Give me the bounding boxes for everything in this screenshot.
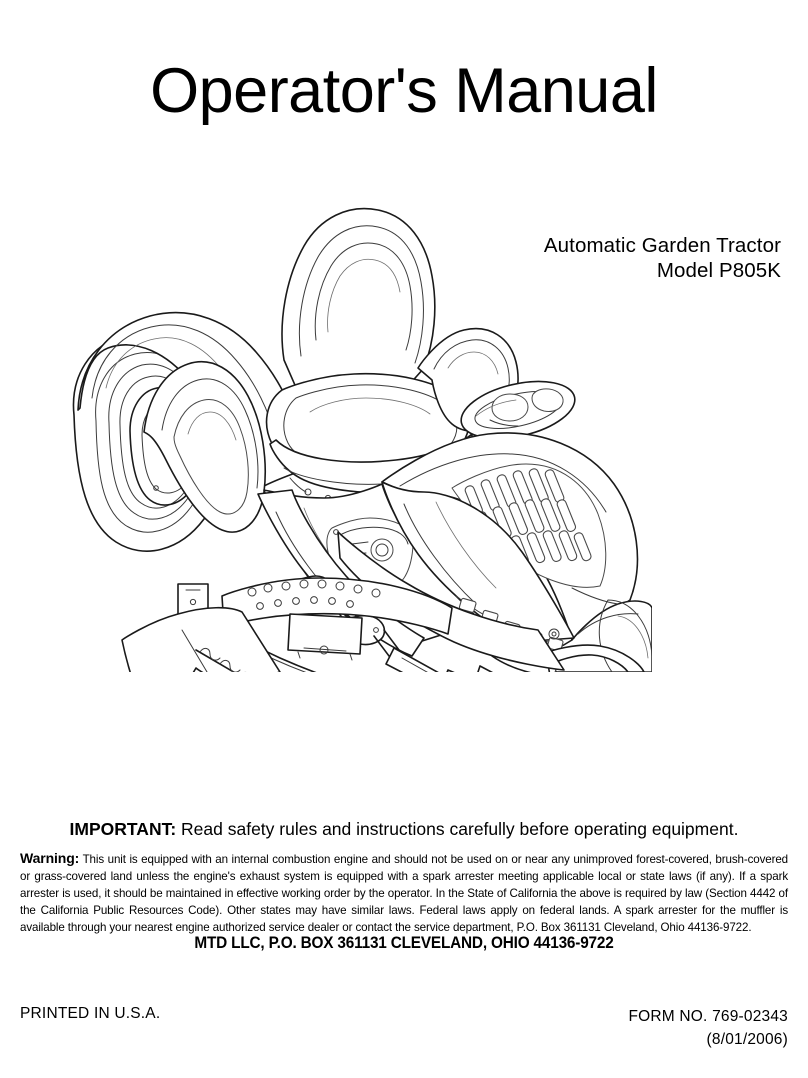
warning-notice: [20, 850, 788, 937]
page-title: Operator's Manual: [150, 56, 658, 127]
printed-in-label: PRINTED IN U.S.A.: [20, 1005, 161, 1022]
company-address-line: MTD LLC, P.O. BOX 361131 CLEVELAND, OHIO 44136-9722: [194, 934, 614, 952]
revision-date: (8/01/2006): [706, 1031, 788, 1048]
warning-label: Warning:: [20, 849, 80, 866]
page-footer: [20, 1005, 788, 1055]
form-number: FORM NO. 769-02343: [628, 1008, 788, 1025]
important-notice: [0, 818, 808, 840]
product-model-line: Model P805K: [656, 259, 781, 282]
important-text: Read safety rules and instructions carefully before operating equipment.: [181, 818, 739, 839]
warning-text: This unit is equipped with an internal combustion engine and should not be used on or near any unimproved forest-covered, brush-covered or grass-covered land unless the engine's exhaust system is equipped with a spark arrester meeting applicable local or state laws (if any). If a spark arrester is used, it should be maintained in effective working order by the operator. In the State of California the above is required by law (Section 4442 of the California Public Resources Code). Other states may have similar laws. Federal laws apply on federal lands. A spark arrester for the muffler is available through your nearest engine authorized service dealer or contact the service department, P.O. Box 361131 Cleveland, Ohio 44136-9722.: [20, 852, 788, 935]
tractor-illustration: [52, 172, 652, 672]
important-label: IMPORTANT:: [69, 818, 177, 839]
product-type-line: Automatic Garden Tractor: [543, 234, 781, 257]
form-number-block: [628, 1005, 788, 1051]
